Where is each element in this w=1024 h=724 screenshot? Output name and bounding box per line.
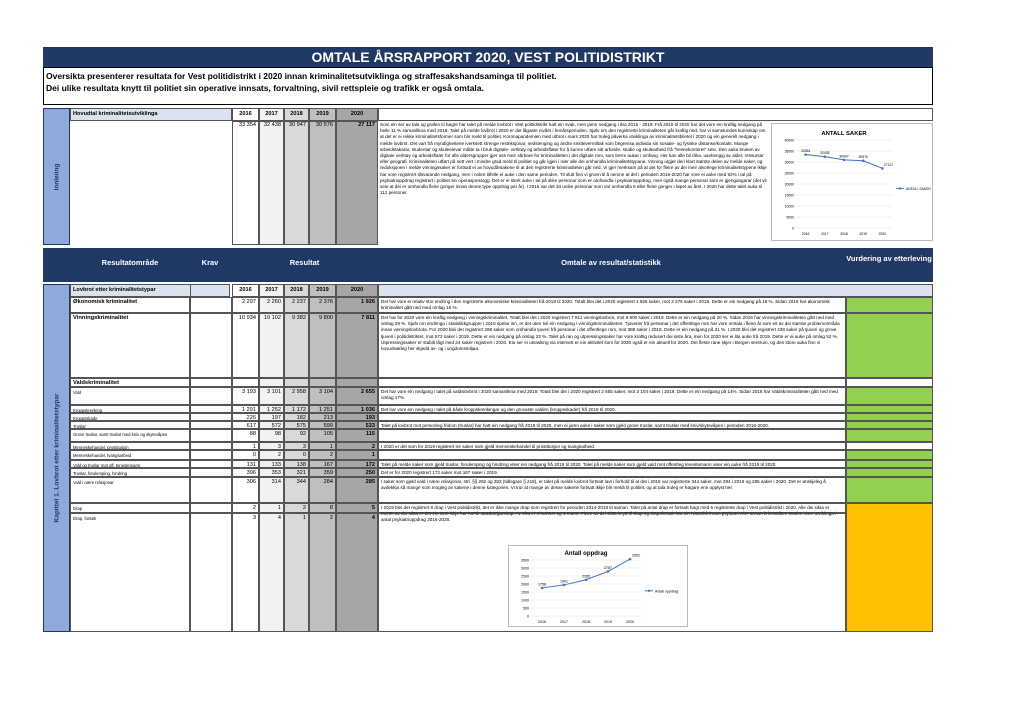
row-value: 3 193: [232, 387, 259, 405]
y-tick-label: 2500: [521, 574, 529, 579]
y-tick-label: 25000: [784, 171, 794, 176]
row-krav: [190, 405, 232, 413]
section1-value-1: 32 438: [259, 121, 284, 245]
row-value: 1 252: [259, 405, 284, 413]
x-tick-label: 2017: [821, 232, 829, 236]
row-value: 2 958: [284, 387, 309, 405]
chapter-year-1: 2017: [259, 284, 284, 297]
row-krav: [190, 513, 232, 632]
header-vurdering: Vurdering av etterleving: [846, 250, 932, 280]
row-value: 193: [336, 413, 378, 421]
row-value: 2 655: [336, 387, 378, 405]
y-tick-label: 20000: [784, 182, 794, 187]
section1-value-3: 30 576: [309, 121, 336, 245]
row-value: 1: [259, 503, 284, 513]
row-value: 344: [284, 477, 309, 503]
row-label: Truslar, forulemping, hindring: [70, 468, 190, 477]
row-value: 8: [309, 503, 336, 513]
row-text: [378, 450, 846, 460]
row-text: [378, 429, 846, 442]
vurdering-amber-block: [846, 503, 933, 632]
chart-antall-saker: [771, 123, 933, 241]
row-value: 1: [309, 442, 336, 450]
row-value: 314: [259, 477, 284, 503]
row-value: 167: [309, 460, 336, 468]
section1-year-1: 2017: [259, 108, 284, 121]
row-label: Drap, forsøk: [70, 513, 190, 632]
row-value: 182: [284, 413, 309, 421]
y-tick-label: 15000: [784, 193, 794, 198]
row-value: 1: [284, 513, 309, 632]
row-value: 3 104: [309, 387, 336, 405]
row-value: 3 101: [259, 387, 284, 405]
header-omtale: Omtale av resultat/statistikk: [378, 258, 844, 272]
row-value: 4: [259, 513, 284, 632]
data-label: 27117: [883, 162, 893, 167]
row-value: 131: [232, 460, 259, 468]
row-value: 213: [309, 413, 336, 421]
row-value: 4: [336, 513, 378, 632]
data-point: [824, 155, 827, 158]
data-point: [804, 153, 807, 156]
row-vurdering: [846, 442, 933, 450]
chapter-heading: Lovbrot etter kriminalitetstypar: [70, 284, 230, 297]
row-vurdering: [846, 477, 933, 503]
row-krav: [190, 450, 232, 460]
row-vurdering: [846, 413, 933, 421]
row-value: 617: [232, 421, 259, 429]
data-label: 33354: [800, 149, 811, 154]
row-value: 321: [284, 468, 309, 477]
row-value: 9 382: [284, 313, 309, 378]
row-text: [378, 378, 846, 387]
data-label: 30576: [858, 155, 868, 160]
row-krav: [190, 421, 232, 429]
row-label: Kroppsskade: [70, 413, 190, 421]
row-value: 359: [309, 468, 336, 477]
x-tick-label: 2019: [859, 232, 867, 236]
legend-label: Antall oppdrag: [655, 589, 679, 594]
row-krav: [190, 413, 232, 421]
x-tick-label: 2019: [604, 620, 612, 624]
row-value: 197: [259, 413, 284, 421]
row-value: 2 297: [232, 297, 259, 313]
row-value: 2: [284, 503, 309, 513]
data-label: 2787: [604, 565, 612, 570]
y-tick-label: 1500: [521, 590, 529, 595]
y-tick-label: 5000: [786, 215, 794, 220]
data-label: 30947: [839, 154, 849, 159]
row-value: 3: [259, 442, 284, 450]
row-value: 1 251: [309, 405, 336, 413]
row-value: 1 291: [232, 405, 259, 413]
y-tick-label: 3000: [521, 566, 529, 571]
row-value: 353: [259, 468, 284, 477]
row-label: Menneskehandel, tvangsarbeid: [70, 450, 190, 460]
chapter-heading-fill: [378, 284, 933, 297]
row-vurdering: [846, 460, 933, 468]
data-point: [862, 159, 865, 162]
row-text: Det har vore ei relativ stor endring i den registrerte økonomiske kriminaliteten frå 2019 til 2020. Totalt blei det i 2020 registrert 1 926 saker, mot 2 376 saker i 2019. Dette er ein nedgang på 19 %. Sidan 2016 har økonomisk kriminalitet gått ned med omlag 16 %.: [378, 297, 846, 313]
row-value: 0: [284, 450, 309, 460]
row-label: Økonomisk kriminalitet: [70, 297, 190, 313]
row-value: 2 237: [284, 297, 309, 313]
row-krav: [190, 313, 232, 378]
x-tick-label: 2020: [626, 620, 634, 624]
section1-year-2: 2018: [284, 108, 309, 121]
section1-value-2: 30 947: [284, 121, 309, 245]
row-text: Talet på melde saker som gjeld truslar, forulemping og hindring viser ein nedgang frå 2019 til 2020. Talet på melde saker som gjeld vald mot offentleg tenestemann viser ein auke frå 2019 til 2020.: [378, 460, 846, 468]
section1-year-3: 2019: [309, 108, 336, 121]
row-label: Valdskriminalitet: [70, 378, 190, 387]
legend-marker: [899, 187, 901, 189]
side-label-chapter: Kapittel 1. Lovbrot etter kriminalitetstypar: [43, 284, 70, 632]
row-value: 572: [259, 421, 284, 429]
row-value: 1: [336, 450, 378, 460]
row-value: 285: [336, 477, 378, 503]
row-value: 2: [336, 442, 378, 450]
section1-year-4: 2020: [336, 108, 378, 121]
y-tick-label: 3500: [521, 558, 529, 563]
intro-line-1: Oversikta presenterer resultata for Vest politidistrikt i 2020 innan kriminalitetsutviklinga og straffesakshandsaminga til politiet.: [46, 71, 557, 81]
row-value: [309, 378, 336, 387]
row-value: 5: [336, 503, 378, 513]
intro-line-2: Dei ulike resultata knytt til politiet sin operative innsats, forvaltning, sivil rettspleie og trafikk er også omtala.: [46, 83, 484, 93]
x-tick-label: 2016: [801, 232, 810, 236]
row-value: 98: [259, 429, 284, 442]
row-value: 115: [336, 429, 378, 442]
row-value: 3: [232, 513, 259, 632]
row-value: 2: [232, 503, 259, 513]
section1-header-fill: [378, 108, 933, 121]
chapter-year-3: 2019: [309, 284, 336, 297]
row-krav: [190, 503, 232, 513]
row-value: 250: [336, 468, 378, 477]
row-value: 2 376: [309, 297, 336, 313]
data-label: 3552: [632, 553, 640, 558]
header-result: Resultat: [232, 258, 377, 272]
row-value: 1 036: [336, 405, 378, 413]
data-point: [881, 167, 884, 170]
row-label: Vinningskriminalitet: [70, 313, 190, 378]
y-tick-label: 10000: [784, 204, 794, 209]
side-label-innleiing: Innleiing: [43, 108, 70, 245]
row-krav: [190, 442, 232, 450]
row-krav: [190, 387, 232, 405]
row-value: 284: [309, 477, 336, 503]
row-text: I 2019 blei det registrert 8 drap i Vest politidistrikt, det er ikke mange drap som registrert for perioden 2014-2018 til saman. Talet på antal drap er fortsatt høgt med 5 registrerte drap i Vest politidistrikt i 2020. Alle dei sikta er menn, av dei sikta er det ein som ikkje har norsk statsborgarskap. Av ofra er 4 kvinner og 1 mann. Fleire av dei sikta knytt til drap og drapsforsøk har ein historikk innan psykiatri eller annan kriminalitet. Grafen viser utviklinga i antal psykiatrioppdrag 2016-2020.: [378, 503, 846, 513]
x-tick-label: 2018: [840, 232, 848, 236]
row-vurdering: [846, 378, 933, 387]
row-label: Kroppskrenking: [70, 405, 190, 413]
section1-value-4: 27 117: [336, 121, 378, 245]
row-value: 10 102: [259, 313, 284, 378]
row-text: Talet på lovbrot mot personleg fridom (truslar) har hatt ein nedgang frå 2019 til 2020, men ei jamn auke i saker som gjeld grove truslar, samt truslar med kniv/skytevåpen i perioden 2016-2020.: [378, 421, 846, 429]
row-krav: [190, 297, 232, 313]
row-value: 226: [232, 413, 259, 421]
row-label: Vald og truslar mot off. tenestemann: [70, 460, 190, 468]
y-tick-label: 500: [523, 606, 529, 611]
chart-title: Antall oppdrag: [564, 550, 608, 557]
x-tick-label: 2016: [538, 620, 546, 624]
row-label: Grove truslar, samt truslar med kniv og skytevåpen: [70, 429, 190, 442]
row-value: 1 172: [284, 405, 309, 413]
x-tick-label: 2020: [878, 232, 887, 236]
row-text: Det har vore ein nedgang i talet på valdslovbrot i 2020 samanlikna med 2019. Totalt blei det i 2020 registrert 2 655 saker, mot 3 104 saker i 2019. Dette er ein nedgang på 14%. Sidan 2016 har Valdskriminaliteten gått ned med omlag 17%.: [378, 387, 846, 405]
row-value: 138: [284, 460, 309, 468]
row-krav: [190, 477, 232, 503]
row-vurdering: [846, 421, 933, 429]
row-value: 133: [259, 460, 284, 468]
row-label: Vald i nære relasjonar: [70, 477, 190, 503]
row-krav: [190, 429, 232, 442]
row-value: 10 934: [232, 313, 259, 378]
data-label: 1758: [538, 582, 546, 587]
y-tick-label: 1000: [521, 598, 529, 603]
row-value: 9 800: [309, 313, 336, 378]
row-vurdering: [846, 450, 933, 460]
y-tick-label: 0: [792, 226, 794, 231]
row-label: Drap: [70, 503, 190, 513]
row-vurdering: [846, 405, 933, 413]
row-value: 533: [336, 421, 378, 429]
y-tick-label: 30000: [784, 160, 794, 165]
row-krav: [190, 460, 232, 468]
row-value: 2: [309, 513, 336, 632]
section1-header: Hovudtal kriminalitetsutviklinga: [70, 108, 232, 121]
row-text: [378, 513, 846, 632]
section1-value-0: 33 354: [232, 121, 259, 245]
row-value: 599: [309, 421, 336, 429]
row-value: 92: [284, 429, 309, 442]
row-value: 396: [232, 468, 259, 477]
data-label: 32438: [820, 151, 830, 156]
y-tick-label: 35000: [784, 149, 794, 154]
data-point: [843, 159, 846, 162]
data-label: 2265: [582, 574, 590, 579]
row-value: [336, 378, 378, 387]
data-label: 1941: [560, 579, 568, 584]
legend-label: ANTALL SAKER: [906, 186, 931, 191]
row-krav: [190, 378, 232, 387]
row-value: 2: [309, 450, 336, 460]
row-label: Truslar: [70, 421, 190, 429]
row-value: [232, 378, 259, 387]
row-label: Vald: [70, 387, 190, 405]
row-value: 7 811: [336, 313, 378, 378]
chapter-year-2: 2018: [284, 284, 309, 297]
header-krav: Krav: [190, 258, 230, 272]
page-title: OMTALE ÅRSRAPPORT 2020, VEST POLITIDISTRIKT: [43, 47, 933, 67]
row-text: Det har for 2020 vore ein kraftig nedgang i vinningskriminalitet. Totalt blei det i 2020 registrert 7 811 vinningslovbrot, mot 9 800 saker i 2019. Dette er ein nedgang på 20 %. Sidan 2016 har vinningskriminaliteten gått ned med omlag 29 %. Sjølv om endringa i statistikkgrupper i 2015 spelar inn, er det uten tvil ein nedgang i vinningskriminaliteten. Tjuverier frå personar i det offentlege rom har vore omtala i fleire år som eit av dei største problemområda innan vinningslovbrota. For 2020 blei det registrert 268 saker som omhandla tjuveri frå personar i det offentlege rom, mot 388 saker i 2019. Dette er ein nedgang på 31 %. I 2020 blei det registrert 438 saker på tjuveri og grove tjuveri i politidistriktet, mot 572 saker i 2019. Dette er ein nedgang på omlag 23 %. Talet på ran og utpressingssaker har vore kraftig redusert dei siste åra, men for 2020 ser ei lita auke frå 2019. Dette er ei auke på omlag 52 %. Utpressingssaker er stabilt lågt med 24 saker registrert i 2020. Ein ser ei utvasking via internett er ein aktivitet som for 2020 også er ein aktuell for 2020. Det fleste rane skjer i Bergen sentrum, og den store auka finn vi hovudsakleg her skjedd av- og i ungdomsmiljøa.: [378, 313, 846, 378]
row-vurdering: [846, 429, 933, 442]
row-vurdering: [846, 387, 933, 405]
row-text: I 2020 er det som for 2019 registrert tre saker som gjeld menneskehandel til prostitusjon og tvangsarbeid.: [378, 442, 846, 450]
header-area: Resultatområde: [70, 258, 190, 272]
row-text: Det er for 2020 registrert 172 saker mot 167 saker i 2019.: [378, 468, 846, 477]
row-text: Det har vore ein nedgang i talet på både kroppskrenkingar og den grovaste valden (kroppsskader) frå 2019 til 2020.: [378, 405, 846, 413]
row-value: 88: [232, 429, 259, 442]
row-value: 2 260: [259, 297, 284, 313]
chart-antall-saker-svg: [772, 124, 932, 240]
chapter-year-0: 2016: [232, 284, 259, 297]
row-vurdering: [846, 313, 933, 378]
chapter-year-4: 2020: [336, 284, 378, 297]
row-value: 1 926: [336, 297, 378, 313]
x-tick-label: 2018: [582, 620, 590, 624]
row-vurdering: [846, 297, 933, 313]
row-value: 172: [336, 460, 378, 468]
row-value: [259, 378, 284, 387]
row-vurdering: [846, 468, 933, 477]
row-value: 2: [259, 450, 284, 460]
row-value: 1: [232, 442, 259, 450]
row-text: I saker som gjeld vald i nære relasjonar, strl. §§ 282 og 283 (tidlegare § 219), er talet på melde lovbrot fortsatt lavt i forhold til at det i 2018 var registrerte 344 saker, mot 284 i 2019 og 285 saker i 2020. Det er ønskjeleg å avdekkja så mange som mogleg av sakene i denne kategorien. Vi trur at mange av desse sakene fortsatt ikkje blir meldt til politiet, og at tala truleg er høgare enn opplyst her.: [378, 477, 846, 503]
row-value: 306: [232, 477, 259, 503]
intro-text: [43, 67, 933, 105]
y-tick-label: 40000: [784, 138, 794, 143]
row-value: 0: [232, 450, 259, 460]
section1-year-0: 2016: [232, 108, 259, 121]
row-value: 3: [284, 442, 309, 450]
row-value: [284, 378, 309, 387]
y-tick-label: 0: [527, 614, 529, 619]
y-tick-label: 2000: [521, 582, 529, 587]
section1-text: Som ein ser av tala og grafen til høgre har talet på melde lovbrot i Vest politidistrikt hatt ein svak, men jamn nedgang i åra 2016 - 2019. Frå 2019 til 2020 har det vore ein kraftig nedgang på heile 11 % samanlikna med 2019. Talet på melde lovbrot i 2020 er det lågaste nivået i femårsperioden. Sjølv om den registrerte kriminaliteten går kraftig ned, har vi samstundes kunnskap om at det er ei rekke kriminalitetsformer som blir meld til politiet. Koronapandemien med utbrot i mars 2020 har truleg påverka utviklinga av kriminalitetsbiletet i 2020 og ein generell nedgang i melde lovbrot. Det vart frå myndigheitene iverksett strenge restriksjonar, nedstenging og andre smitteverntiltak som begrensa individa sin sosiale- og fysiske distanse/kontakt. Mange arbeidstakarar, studentar og skuleelevar måtte ta i bruk digitale- verktøy og arbeidsflater for å kunne utføre sitt arbeide, studie og skulearbeid frå "heimekontoret" sine. Den auka bruken av digitale verktøy og arbeidsflater for alle aldersgrupper gjer oss meir sårbare for kriminaliteten i det digitale rom, som berre aukar i omfang. Her kan alle bli råka, uavhengig av alder, ressursar eller geografi. Kriminaliteten utført på nett vert i mindre grad meld til politiet og går igjen i nær alle dei omhandla kriminalitetstypane. Vinning utgjer den klart største delen av melde saker, og reduksjonen i melde vinningssaker er fortsatt ei av hovudårsakene til at den registrerte kriminaliteten går ned. Vi gjer merksam på at det for fleire av dei meir alvorlege kriminalitetstypene ikkje har vore registrert tilsvarande nedgang, men i nokre tilfelle ei auke i den same perioden. Til slutt finn vi grunn til å nemne at det i perioden 2016-2020 har vore ei auke med 92% i tal på psykiatrioppdrag registrert i politiet sin operasjonslogg. Det er ei sterk auke i tal på slike personar som er omhandla i psykiatrioppdrag, men også mange personar som er gjengangarar (det vil seie at dei er omhandla fleire gonger innan denne type oppdrag per år). I 2016 var det 34 unike personar som var omhandla 5 eller fleire gonger i løpet av året. I 2020 har dette talet auka til 112 personer.: [380, 122, 767, 196]
row-krav: [190, 468, 232, 477]
row-text: [378, 413, 846, 421]
x-tick-label: 2017: [560, 620, 568, 624]
chapter-heading-krav: [190, 284, 230, 297]
row-value: 105: [309, 429, 336, 442]
row-label: Menneskehandel, prostitusjon: [70, 442, 190, 450]
chart-title: ANTALL SAKER: [821, 131, 867, 137]
row-value: 575: [284, 421, 309, 429]
